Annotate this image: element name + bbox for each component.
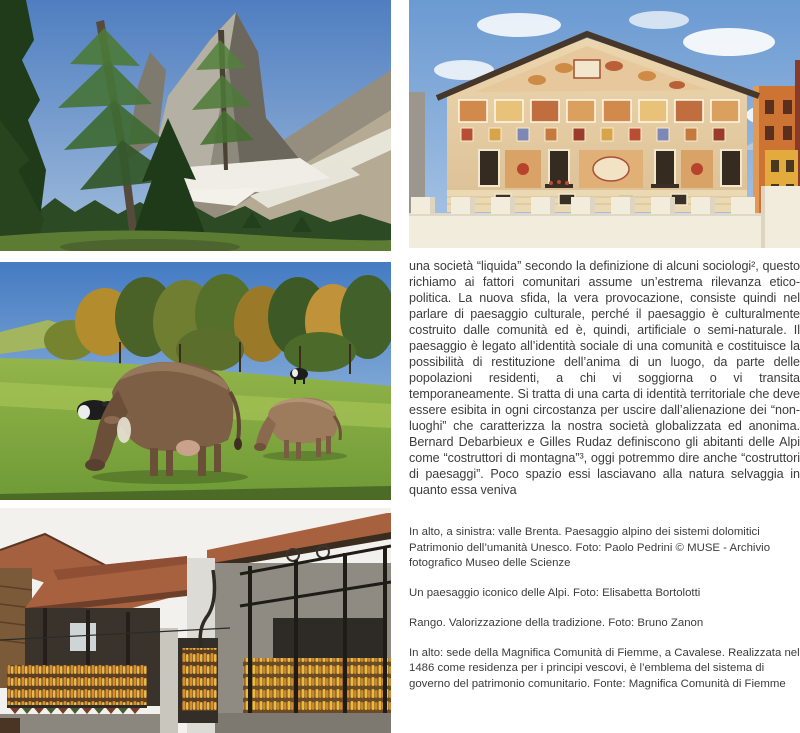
photo-alpine-pasture [0,262,391,500]
corn-left-balcony [7,665,147,705]
main-floor [479,150,741,188]
photo-valle-brenta [0,0,391,251]
grey-building [409,92,425,214]
rango-village-illustration [0,508,391,733]
corn-right-balcony [243,658,391,713]
article-paragraph: una società “liquida” secondo la definizione di alcuni sociologi², questo richiamo ai fattori comunitari assume un’estrema rilevanza etico-politica. La nuova sfida, la vera provocazione, consiste quindi nel parlare di paesaggio culturale, perché il paesaggio è culturalmente costruito dalle comunità ed è, quindi, artificiale o semi-naturale. Il paesaggio è legato all’identità sociale di una comunità e costituisce la possibilità di restituzione dell’anima di un luogo, da parte delle popolazioni residenti, a chi vi soggiorna o vi transita temporaneamente. Si tratta di una carta di identità territoriale che deve essere esibita in ogni circostanza per uscire dall’alienazione dei “non-luoghi” che caratterizza la nostra società globalizzata ed anonima. Bernard Debarbieux e Gilles Rudaz definiscono gli abitanti delle Alpi come “costruttori di montagna”³, oggi potremmo dire anche “costruttori di paesaggi”. Poco spazio essi lasciavano alla natura selvaggia in quanto essa veniva [409,259,800,497]
caption-paesaggio-iconico: Un paesaggio iconico delle Alpi. Foto: Elisabetta Bortolotti [409,587,701,600]
valle-brenta-illustration [0,0,391,251]
alpine-pasture-illustration [0,262,391,500]
photo-magnifica-comunita [409,0,800,248]
photo-rango-village [0,508,391,733]
caption-magnifica-comunita: In alto: sede della Magnifica Comunità di Fiemme, a Cavalese. Realizzata nel 1486 come residenza per i principi vescovi, è l’emblema del sistema di governo del patrimonio comunitario. Fonte: Magnifica Comunità di Fiemme [409,646,800,690]
corn-doorway [182,648,217,711]
central-doorway [160,628,218,733]
caption-rango: Rango. Valorizzazione della tradizione. Foto: Bruno Zanon [409,616,704,629]
caption-valle-brenta: In alto, a sinistra: valle Brenta. Paesaggio alpino dei sistemi dolomitici Patrimonio dell’umanità Unesco. Foto: Paolo Pedrini © MUSE - Archivio fotografico Museo delle Scienze [409,526,771,570]
caption-block [409,525,800,693]
text-column [409,258,800,707]
magnifica-comunita-illustration [409,0,800,248]
